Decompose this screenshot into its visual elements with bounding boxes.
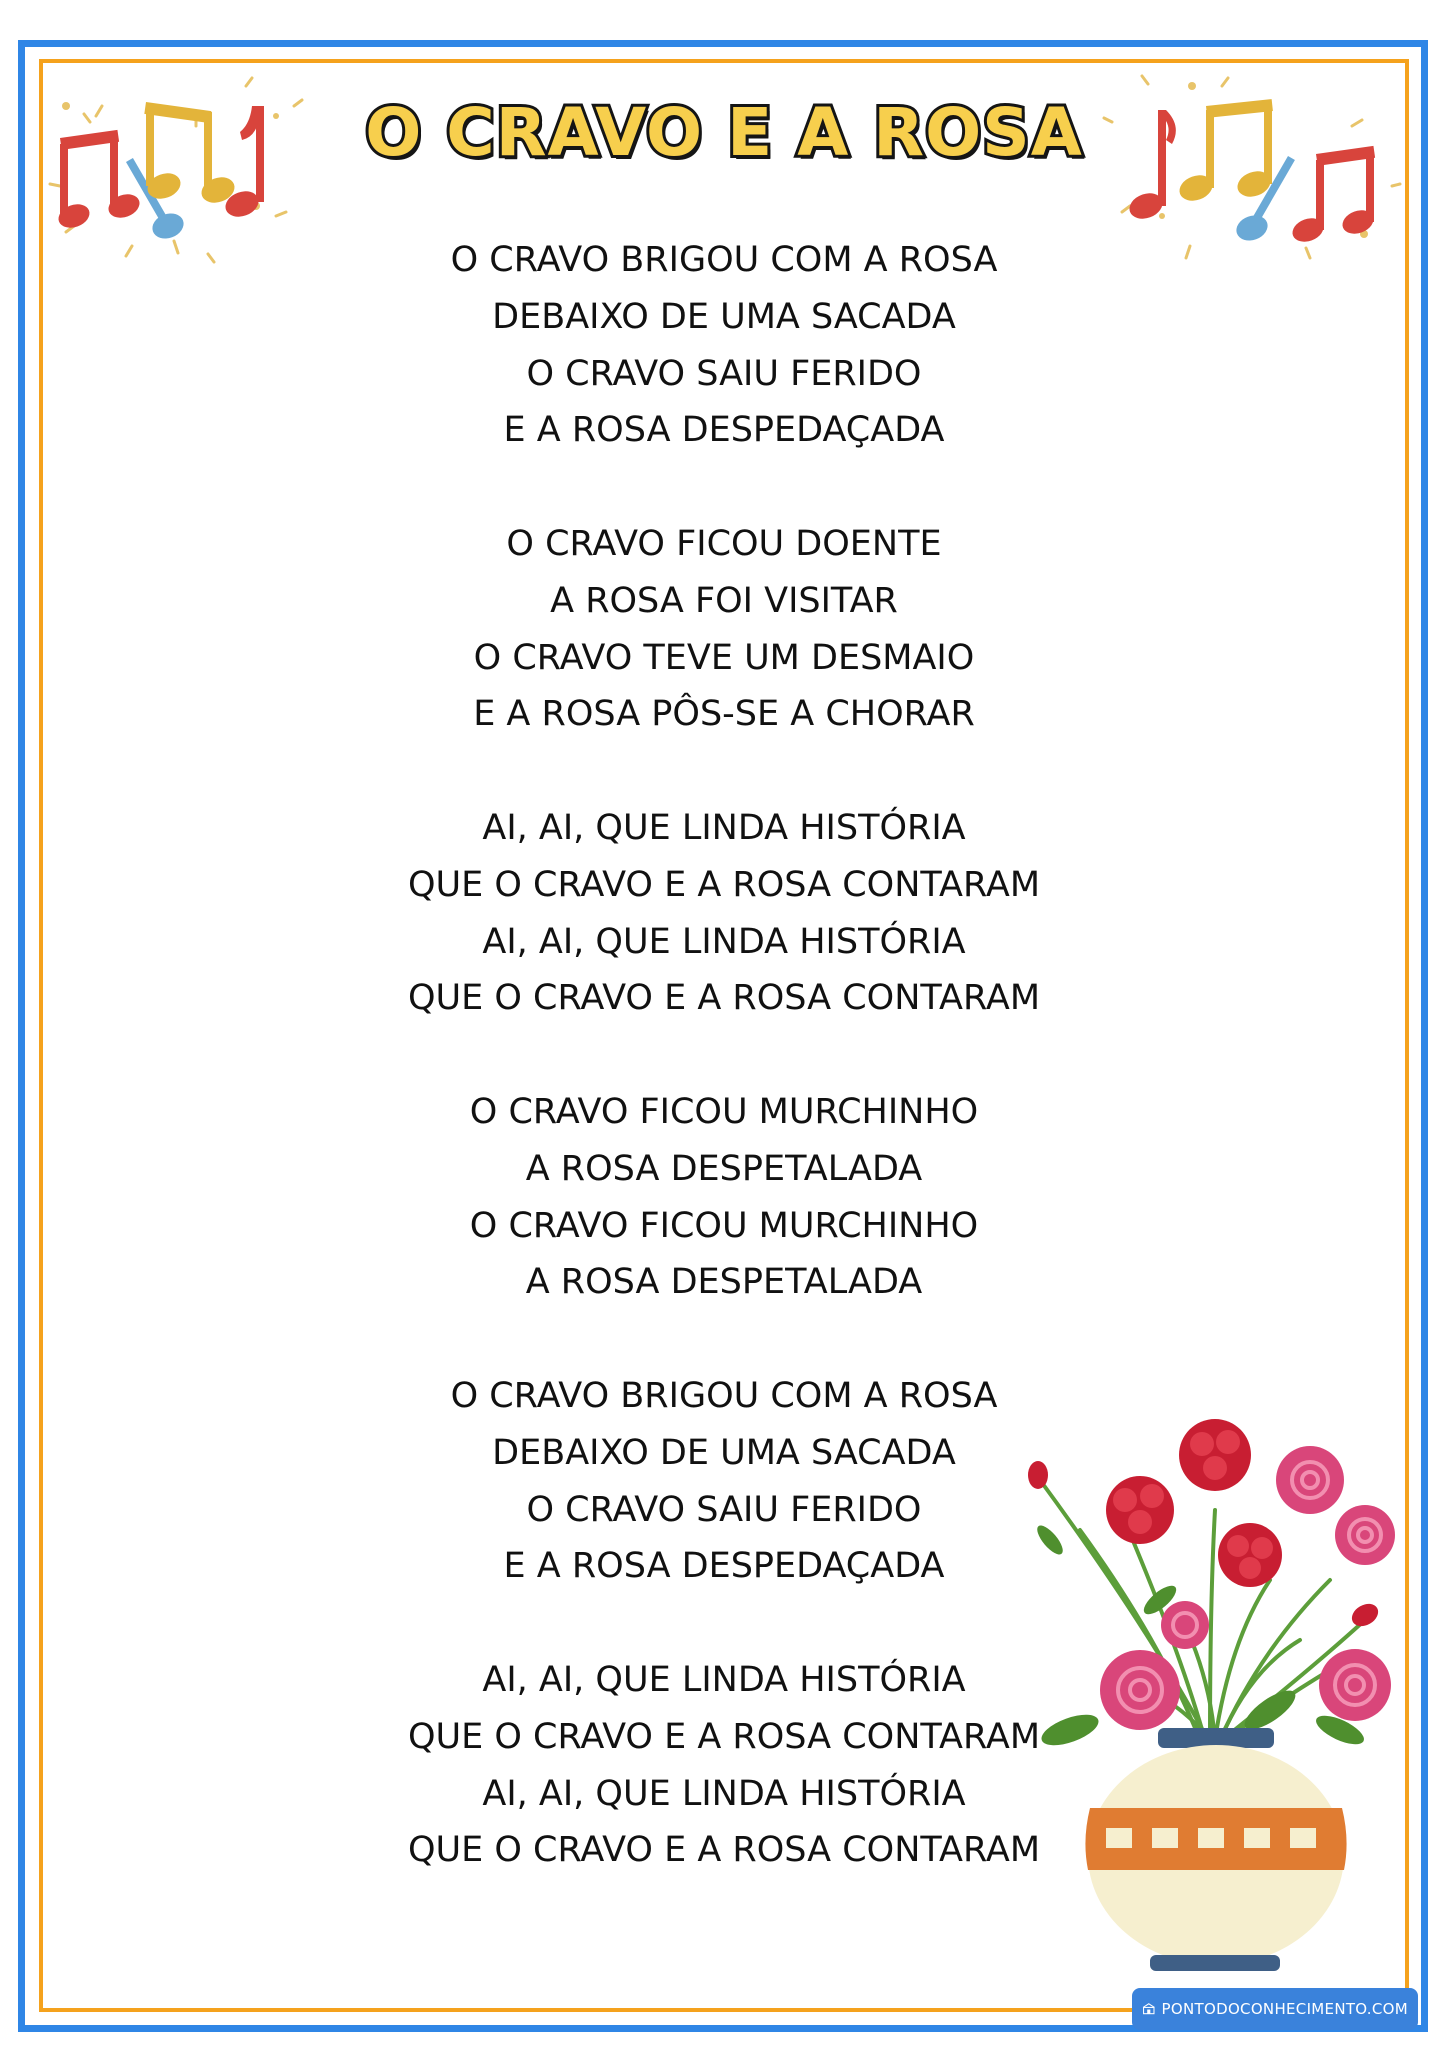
- lyric-line: E A ROSA DESPEDAÇADA: [503, 1546, 945, 1587]
- lyric-line: AI, AI, QUE LINDA HISTÓRIA: [482, 1659, 966, 1700]
- watermark-text: PONTODOCONHECIMENTO.COM: [1161, 2000, 1408, 2018]
- lyric-line: O CRAVO TEVE UM DESMAIO: [473, 637, 975, 678]
- lyric-line: AI, AI, QUE LINDA HISTÓRIA: [482, 807, 966, 848]
- lyric-line: O CRAVO FICOU MURCHINHO: [469, 1091, 979, 1132]
- lyric-line: DEBAIXO DE UMA SACADA: [492, 1432, 956, 1473]
- lyric-line: O CRAVO SAIU FERIDO: [526, 353, 922, 394]
- lyric-line: A ROSA DESPETALADA: [525, 1148, 923, 1189]
- lyric-line: DEBAIXO DE UMA SACADA: [492, 296, 956, 337]
- lyric-line: A ROSA DESPETALADA: [525, 1262, 923, 1303]
- lyric-line: AI, AI, QUE LINDA HISTÓRIA: [482, 921, 966, 962]
- lyric-line: QUE O CRAVO E A ROSA CONTARAM: [407, 864, 1041, 905]
- lyric-line: A ROSA FOI VISITAR: [550, 580, 898, 621]
- stanza-3: [300, 800, 1148, 1027]
- lyric-line: AI, AI, QUE LINDA HISTÓRIA: [482, 1773, 966, 1814]
- lyric-line: E A ROSA PÔS-SE A CHORAR: [473, 694, 975, 735]
- lyric-line: O CRAVO FICOU MURCHINHO: [469, 1205, 979, 1246]
- lyric-line: QUE O CRAVO E A ROSA CONTARAM: [407, 1830, 1041, 1871]
- lyric-line: O CRAVO BRIGOU COM A ROSA: [450, 1375, 998, 1416]
- page-title: O CRAVO E A ROSA: [365, 94, 1083, 171]
- site-watermark: [1132, 1988, 1418, 2030]
- lyric-line: E A ROSA DESPEDAÇADA: [503, 410, 945, 451]
- lyric-line: O CRAVO BRIGOU COM A ROSA: [450, 240, 998, 280]
- lyric-line: QUE O CRAVO E A ROSA CONTARAM: [407, 978, 1041, 1019]
- lyric-line: QUE O CRAVO E A ROSA CONTARAM: [407, 1716, 1041, 1757]
- stanza-4: [300, 1084, 1148, 1311]
- stanza-1: [300, 232, 1148, 459]
- school-icon: [1142, 1996, 1156, 2022]
- lyric-line: O CRAVO FICOU DOENTE: [506, 523, 942, 564]
- flower-vase-illustration: [1010, 1400, 1410, 2000]
- stanza-2: [300, 516, 1148, 743]
- lyric-line: O CRAVO SAIU FERIDO: [526, 1489, 922, 1530]
